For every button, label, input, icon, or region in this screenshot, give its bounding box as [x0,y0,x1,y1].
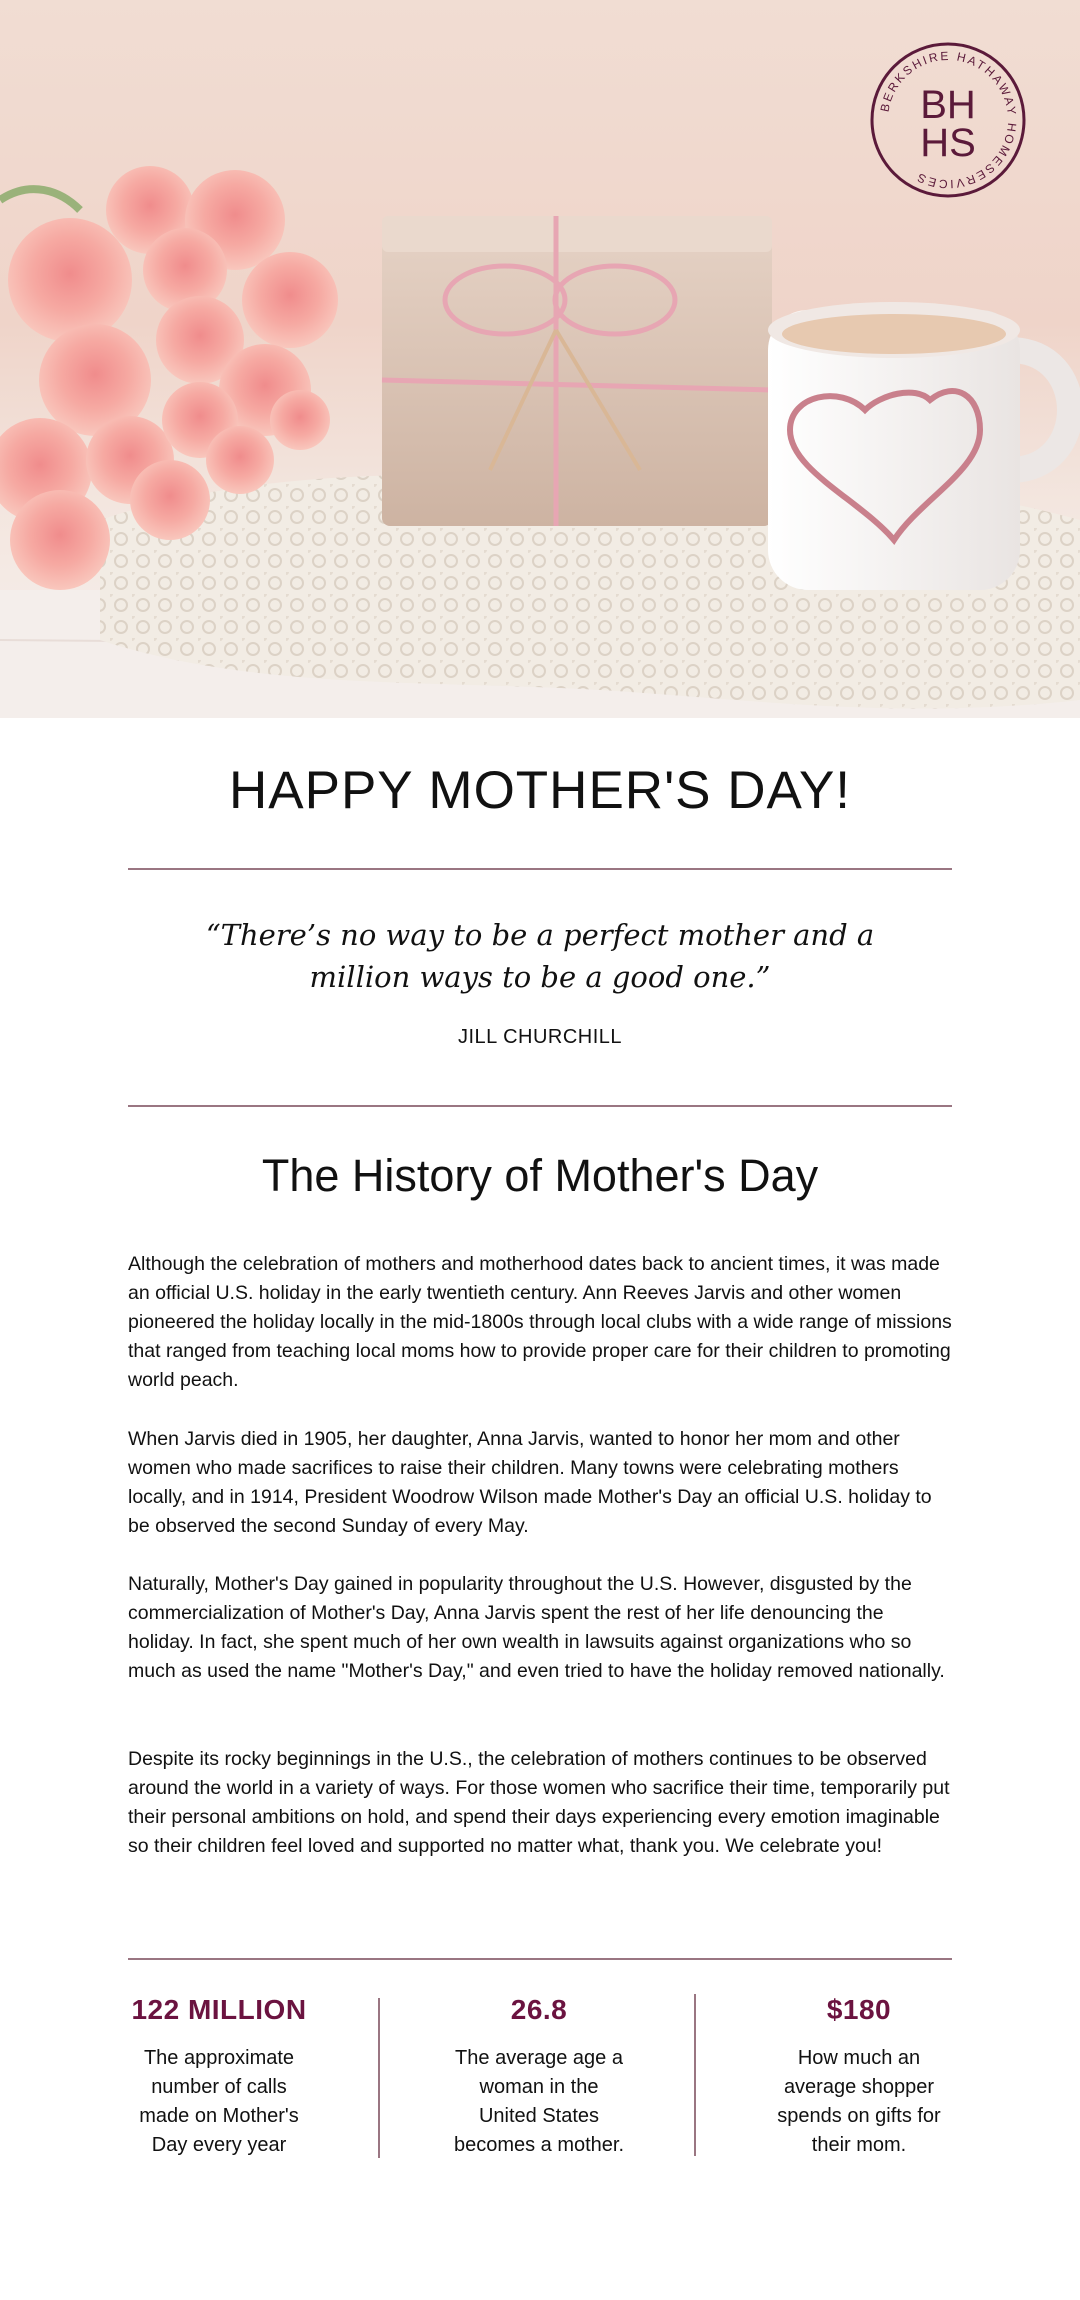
logo-ring-text: BERKSHIRE HATHAWAY HOMESERVICES [877,48,1020,192]
page-title: HAPPY MOTHER'S DAY! [228,761,852,820]
divider [128,868,952,870]
stat-value: 122 MILLION [131,1994,307,2025]
section-title: The History of Mother's Day [261,1150,819,1201]
stat-value: $180 [826,1994,892,2025]
stat-separator [694,1994,696,2156]
stat-description: How much an average shopper spends on gifts for their mom. [777,2047,941,2156]
stat-description: The average age a woman in the United States becomes a mother. [453,2047,625,2156]
history-paragraph: Naturally, Mother's Day gained in popularity throughout the U.S. However, disgusted by the commercialization of Mother's Day, Anna Jarvis spent the rest of her life denouncing the holiday. In fact, she spent much of her own wealth in lawsuits against organizations who so much as used the name "Mother's Day," and even tried to have the holiday removed nationally. [128,1573,945,1682]
divider [128,1105,952,1107]
divider [128,1958,952,1960]
logo-hs: HS [920,121,976,165]
stat-separator [378,1998,380,2158]
bhhs-logo [868,40,1028,200]
logo-bh: BH [920,83,976,127]
stat-age [424,1994,654,2160]
history-paragraph: When Jarvis died in 1905, her daughter, Anna Jarvis, wanted to honor her mom and other women who made sacrifices to raise their children. Many towns were celebrating mothers locally, and in 1914, President Woodrow Wilson made Mother's Day an official U.S. holiday to be observed the second Sunday of every May. [128,1428,932,1537]
stat-spend [744,1994,974,2160]
quote-author: JILL CHURCHILL [457,1026,623,1048]
stat-value: 26.8 [510,1994,568,2025]
stat-description: The approximate number of calls made on Mother's Day every year [139,2047,299,2156]
history-paragraph: Despite its rocky beginnings in the U.S., the celebration of mothers continues to be observed around the world in a variety of ways. For those women who sacrifice their time, temporarily put their personal ambitions on hold, and spend their days experiencing every emotion imaginable so their children feel loved and supported no matter what, thank you. We celebrate you! [128,1748,950,1857]
history-paragraph: Although the celebration of mothers and motherhood dates back to ancient times, it was made an official U.S. holiday in the early twentieth century. Ann Reeves Jarvis and other women pioneered the holiday locally in the mid-1800s through local clubs with a wide range of missions that ranged from teaching local moms how to provide proper care for their children to promoting world peach. [128,1253,952,1391]
hero-image [0,0,1080,718]
stat-calls [104,1994,334,2160]
gift-box [382,216,772,526]
quote-text: “There’s no way to be a perfect mother and a million ways to be a good one.” [205,918,875,994]
